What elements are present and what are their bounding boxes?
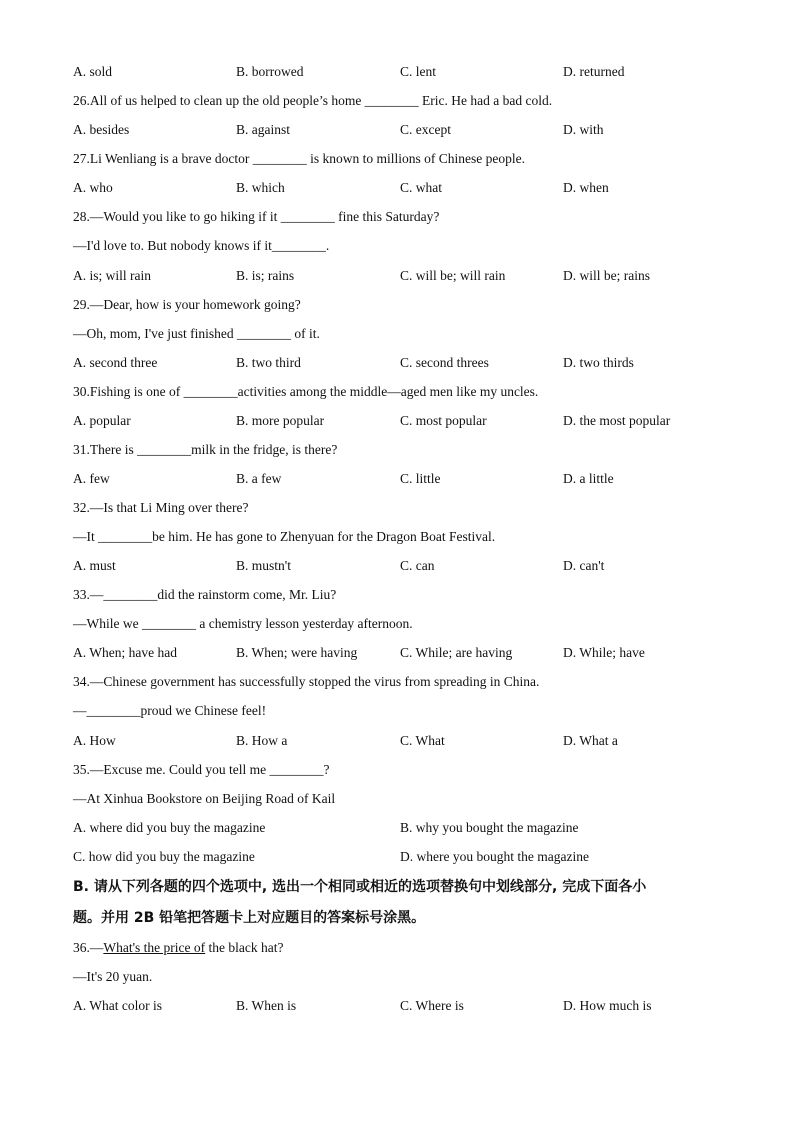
section-b-instruction-line1: B. 请从下列各题的四个选项中, 选出一个相同或相近的选项替换句中划线部分, 完成下面各小 [73,879,647,895]
q32-option-d: D. can't [563,558,605,573]
q36-option-c: C. Where is [400,998,464,1013]
q26-option-b: B. against [236,122,290,137]
q36-prefix: 36.— [73,940,104,955]
q26-option-a: A. besides [73,122,130,137]
q32-stem: 32.—Is that Li Ming over there? [73,500,249,515]
q28-reply: —I'd love to. But nobody knows if it________. [73,238,330,253]
q26-stem: 26.All of us helped to clean up the old people’s home ________ Eric. He had a bad cold. [73,93,553,108]
q31-option-d: D. a little [563,471,614,486]
q27-option-d: D. when [563,180,609,195]
q33-option-b: B. When; were having [236,645,358,660]
q33-option-c: C. While; are having [400,645,513,660]
q36-stem [73,939,283,957]
q29-option-d: D. two thirds [563,355,634,370]
q34-option-c: C. What [400,733,445,748]
q30-option-d: D. the most popular [563,413,671,428]
q32-option-a: A. must [73,558,116,573]
q33-reply: —While we ________ a chemistry lesson yesterday afternoon. [73,616,413,631]
q33-option-a: A. When; have had [73,645,177,660]
q31-option-a: A. few [73,471,110,486]
section-b-instruction-line2: 题。并用 2B 铅笔把答题卡上对应题目的答案标号涂黑。 [73,910,426,926]
q33-stem: 33.—________did the rainstorm come, Mr. Liu? [73,587,337,602]
q33-option-d: D. While; have [563,645,645,660]
q27-option-b: B. which [236,180,285,195]
q35-reply: —At Xinhua Bookstore on Beijing Road of Kail [73,791,336,806]
q29-stem: 29.—Dear, how is your homework going? [73,297,301,312]
q28-option-c: C. will be; will rain [400,268,506,283]
q29-option-c: C. second threes [400,355,489,370]
q30-option-a: A. popular [73,413,131,428]
q25-option-d: D. returned [563,64,625,79]
q34-option-d: D. What a [563,733,618,748]
q31-option-b: B. a few [236,471,282,486]
q29-option-b: B. two third [236,355,301,370]
q30-stem: 30.Fishing is one of ________activities among the middle—aged men like my uncles. [73,384,539,399]
q26-option-c: C. except [400,122,451,137]
q25-option-a: A. sold [73,64,113,79]
q27-option-c: C. what [400,180,442,195]
q34-stem: 34.—Chinese government has successfully stopped the virus from spreading in China. [73,674,540,689]
q28-option-a: A. is; will rain [73,268,151,283]
q34-option-b: B. How a [236,733,288,748]
q35-option-d: D. where you bought the magazine [400,849,589,864]
q36-underlined-phrase: What's the price of [103,940,206,955]
q27-stem: 27.Li Wenliang is a brave doctor ________ is known to millions of Chinese people. [73,151,525,166]
q32-option-b: B. mustn't [236,558,291,573]
q36-suffix: the black hat? [205,940,284,955]
q36-option-d: D. How much is [563,998,652,1013]
q28-stem: 28.—Would you like to go hiking if it ________ fine this Saturday? [73,209,440,224]
q35-option-a: A. where did you buy the magazine [73,820,266,835]
q31-option-c: C. little [400,471,441,486]
q34-option-a: A. How [73,733,116,748]
q26-option-d: D. with [563,122,604,137]
q28-option-d: D. will be; rains [563,268,650,283]
q36-option-a: A. What color is [73,998,162,1013]
q30-option-c: C. most popular [400,413,487,428]
q35-option-b: B. why you bought the magazine [400,820,579,835]
q36-option-b: B. When is [236,998,297,1013]
q32-option-c: C. can [400,558,435,573]
q35-option-c: C. how did you buy the magazine [73,849,255,864]
q35-stem: 35.—Excuse me. Could you tell me ________? [73,762,330,777]
q27-option-a: A. who [73,180,113,195]
q31-stem: 31.There is ________milk in the fridge, is there? [73,442,338,457]
q29-reply: —Oh, mom, I've just finished ________ of it. [73,326,320,341]
q29-option-a: A. second three [73,355,158,370]
q32-reply: —It ________be him. He has gone to Zhenyuan for the Dragon Boat Festival. [73,529,496,544]
q25-option-b: B. borrowed [236,64,304,79]
q34-reply: —________proud we Chinese feel! [73,703,267,718]
q30-option-b: B. more popular [236,413,325,428]
q36-reply: —It's 20 yuan. [73,969,153,984]
q25-option-c: C. lent [400,64,436,79]
q28-option-b: B. is; rains [236,268,295,283]
